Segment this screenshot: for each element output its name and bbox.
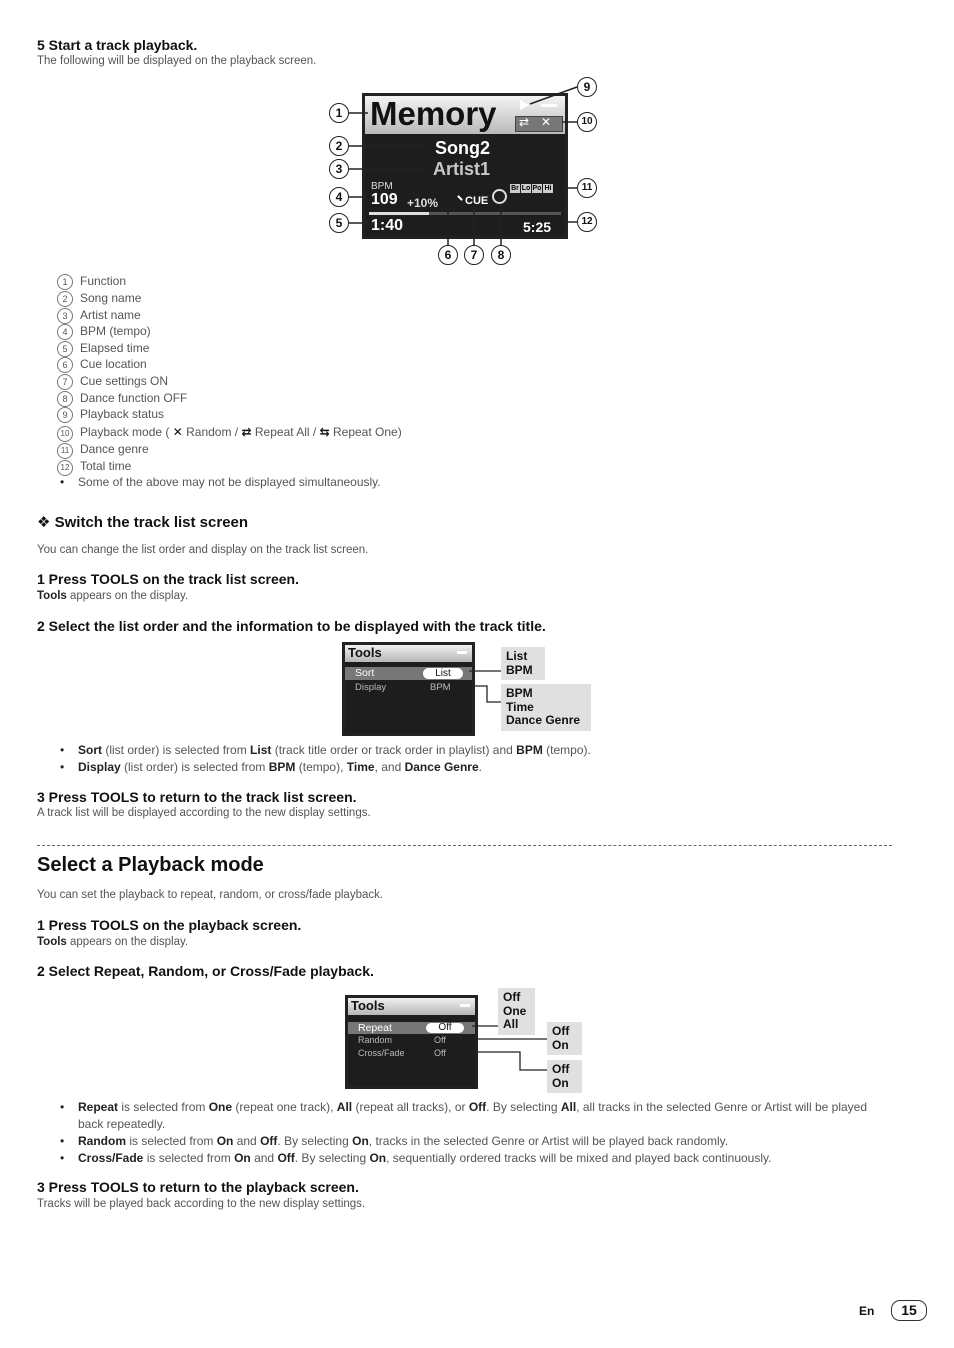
- legend-number: 2: [57, 291, 73, 307]
- sort-options-box: [501, 647, 545, 680]
- playmode-step2-title: 2 Select Repeat, Random, or Cross/Fade playback.: [37, 963, 374, 979]
- repeat-value[interactable]: Off: [426, 1023, 464, 1033]
- sort-option: BPM: [506, 662, 533, 677]
- legend-item: [57, 391, 187, 407]
- legend-text: Dance function OFF: [80, 391, 188, 405]
- callout-2: 2: [329, 136, 349, 156]
- legend-item: [57, 459, 131, 476]
- legend-text: Playback status: [80, 407, 165, 421]
- bullet-item: • Cross/Fade is selected from On and Off. By selecting On, sequentially ordered tracks will be mixed and played back continuously.: [60, 1150, 890, 1167]
- callout-11: 11: [577, 178, 597, 198]
- diamond-icon: ❖: [37, 514, 55, 531]
- random-value[interactable]: Off: [434, 1035, 446, 1045]
- genre-hi: Hi: [544, 185, 552, 192]
- sort-value[interactable]: List: [423, 668, 463, 679]
- legend-number: 6: [57, 357, 73, 373]
- switch-step1-title: 1 Press TOOLS on the track list screen.: [37, 571, 299, 587]
- legend-item: [57, 341, 149, 357]
- sort-label: Sort: [355, 667, 375, 679]
- callout-5: 5: [329, 213, 349, 233]
- mode-random: Random /: [186, 425, 239, 439]
- random-label: Random: [358, 1035, 393, 1045]
- legend-text: Cue settings ON: [80, 374, 169, 388]
- elapsed-time: 1:40: [371, 217, 404, 234]
- repeat-all-icon: ⇄: [238, 425, 255, 439]
- legend-text: Artist name: [80, 308, 141, 322]
- repeat-one-icon: ⇆: [316, 425, 333, 439]
- legend-item: [57, 442, 149, 459]
- battery-icon: [460, 1004, 470, 1007]
- playmode-step3-title: 3 Press TOOLS to return to the playback screen.: [37, 1179, 359, 1195]
- crossfade-options-box: [547, 1060, 582, 1093]
- legend-text: Function: [80, 274, 127, 288]
- playmode-bullets: [60, 1099, 890, 1167]
- callout-9: 9: [577, 77, 597, 97]
- legend-number: 3: [57, 308, 73, 324]
- legend-text: Cue location: [80, 357, 147, 371]
- repeat-icon: ⇄: [519, 115, 530, 129]
- legend-item: [57, 407, 164, 423]
- legend-text: Dance genre: [80, 442, 149, 456]
- switch-step3-title: 3 Press TOOLS to return to the track list screen.: [37, 789, 357, 805]
- language-label: En: [859, 1304, 875, 1318]
- display-option: Dance Genre: [506, 713, 581, 727]
- legend-item: [57, 274, 126, 290]
- shuffle-icon: ✕: [169, 425, 187, 439]
- display-options-box: [501, 684, 591, 731]
- legend-text: BPM (tempo): [80, 324, 151, 338]
- display-label: Display: [355, 682, 387, 693]
- sort-option: List: [506, 649, 528, 663]
- artist-name: Artist1: [433, 159, 491, 179]
- random-options-box: [547, 1022, 582, 1055]
- cue-label: CUE: [465, 195, 489, 207]
- bpm-label: BPM: [371, 181, 393, 192]
- callout-6: 6: [438, 245, 458, 265]
- legend-number: 8: [57, 391, 73, 407]
- tools-screen-playmode: [345, 995, 478, 1089]
- playmode-section-title: Select a Playback mode: [37, 854, 264, 876]
- playback-screen-figure: [320, 75, 620, 270]
- battery-icon: [457, 651, 467, 654]
- legend-text: Playback mode (: [80, 425, 170, 439]
- legend-note: • Some of the above may not be displayed simultaneously.: [60, 475, 381, 489]
- repeat-option: Off: [503, 990, 521, 1004]
- display-option: Time: [506, 699, 534, 714]
- shuffle-icon: ✕: [541, 115, 552, 129]
- legend-item: [57, 308, 141, 324]
- mode-repeat-one: Repeat One): [332, 425, 402, 439]
- playmode-step3-desc: Tracks will be played back according to the new display settings.: [37, 1198, 366, 1210]
- tools-title: Tools: [348, 645, 382, 660]
- callout-1: 1: [329, 103, 349, 123]
- crossfade-option: Off: [552, 1062, 570, 1076]
- bullet-item: • Display (list order) is selected from BPM (tempo), Time, and Dance Genre.: [60, 759, 591, 776]
- display-value[interactable]: BPM: [430, 682, 451, 693]
- bpm-value: 109: [371, 191, 398, 208]
- bullet-item: • Random is selected from On and Off. By selecting On, tracks in the selected Genre or Artist will be played back randomly.: [60, 1133, 890, 1150]
- legend-number: 7: [57, 374, 73, 390]
- tools-title: Tools: [351, 998, 385, 1013]
- tools-screen-sort: [342, 642, 475, 736]
- total-time: 5:25: [523, 219, 552, 235]
- function-label: Memory: [370, 95, 497, 132]
- sort-display-bullets: [60, 742, 591, 776]
- switch-step3-desc: A track list will be displayed according to the new display settings.: [37, 807, 371, 819]
- step-5-title: 5 Start a track playback.: [37, 37, 198, 53]
- section-divider: [37, 845, 892, 846]
- pitch-value: +10%: [407, 196, 439, 210]
- callout-lines: [320, 75, 620, 270]
- callout-10: 10: [577, 112, 597, 132]
- legend-text: Total time: [80, 459, 132, 473]
- switch-section-title: ❖ Switch the track list screen: [37, 514, 249, 531]
- callout-3: 3: [329, 159, 349, 179]
- legend-number: 4: [57, 324, 73, 340]
- legend-number: 11: [57, 443, 73, 459]
- switch-step2-title: 2 Select the list order and the information to be displayed with the track title.: [37, 618, 546, 634]
- switch-desc: You can change the list order and display on the track list screen.: [37, 544, 369, 556]
- legend-item: [57, 291, 141, 307]
- crossfade-value[interactable]: Off: [434, 1048, 446, 1058]
- crossfade-option: On: [552, 1075, 569, 1090]
- bullet-item: • Sort (list order) is selected from List (track title order or track order in playlist) and BPM (tempo).: [60, 742, 591, 759]
- playmode-step1-title: 1 Press TOOLS on the playback screen.: [37, 917, 302, 933]
- repeat-options-box: [498, 988, 535, 1035]
- callout-4: 4: [329, 187, 349, 207]
- legend-item: [57, 374, 168, 390]
- callout-8: 8: [491, 245, 511, 265]
- mode-repeat-all: Repeat All /: [254, 425, 317, 439]
- legend-number: 10: [57, 426, 73, 442]
- playmode-desc: You can set the playback to repeat, random, or cross/fade playback.: [37, 889, 384, 901]
- playmode-step1-desc: Tools appears on the display.: [37, 936, 189, 948]
- legend-number: 5: [57, 341, 73, 357]
- legend-text: Song name: [80, 291, 142, 305]
- random-option: On: [552, 1037, 569, 1052]
- genre-br: Br: [511, 185, 519, 192]
- legend-item: [57, 425, 402, 442]
- legend-number: 9: [57, 407, 73, 423]
- step-5-desc: The following will be displayed on the playback screen.: [37, 55, 317, 67]
- repeat-option: One: [503, 1003, 527, 1018]
- random-option: Off: [552, 1024, 570, 1038]
- legend-text: Elapsed time: [80, 341, 150, 355]
- bullet-item: • Repeat is selected from One (repeat one track), All (repeat all tracks), or Off. By selecting All, all tracks in the selected Genre or Artist will be played back repeatedly.: [60, 1099, 890, 1133]
- display-option: BPM: [506, 686, 533, 700]
- switch-step1-desc: Tools appears on the display.: [37, 590, 189, 602]
- legend-number: 1: [57, 274, 73, 290]
- callout-12: 12: [577, 212, 597, 232]
- page-number: 15: [891, 1300, 927, 1321]
- legend-number: 12: [57, 460, 73, 476]
- legend-item: [57, 324, 151, 340]
- repeat-option: All: [503, 1017, 519, 1031]
- genre-lo: Lo: [521, 185, 531, 192]
- song-name: Song2: [435, 138, 491, 158]
- legend-item: [57, 357, 147, 373]
- repeat-label: Repeat: [358, 1022, 392, 1034]
- genre-po: Po: [532, 185, 542, 192]
- crossfade-label: Cross/Fade: [358, 1048, 405, 1058]
- callout-7: 7: [464, 245, 484, 265]
